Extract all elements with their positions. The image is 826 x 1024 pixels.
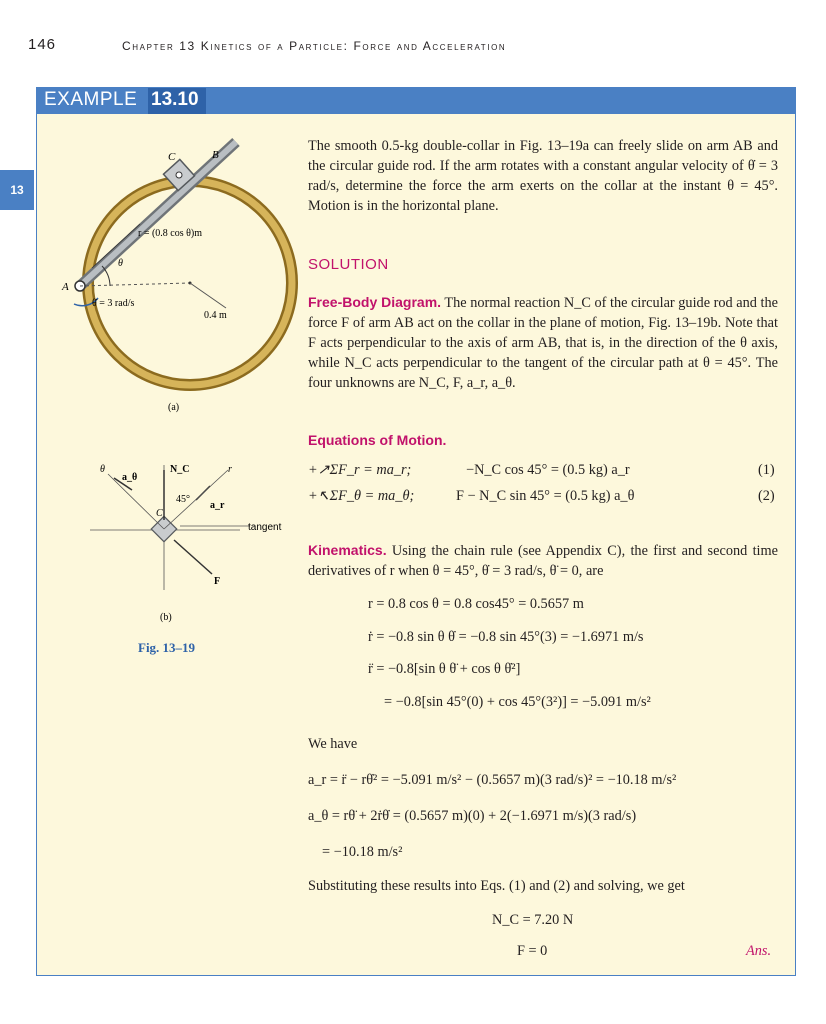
label-c-b: C — [156, 508, 163, 519]
problem-statement: The smooth 0.5-kg double-collar in Fig. 13–19a can freely slide on arm AB and the circular guide rod. If the arm rotates with a constant angular velocity of θ̇ = 3 rad/s, determine the force the arm exerts on the collar at the instant θ = 45°. Motion is in the horizontal plane. — [308, 138, 778, 214]
label-a-r: a_r — [210, 500, 225, 511]
example-label: EXAMPLE — [44, 89, 138, 110]
radius-line — [190, 283, 226, 308]
label-b: B — [212, 149, 219, 161]
label-c: C — [168, 151, 176, 163]
arm-ab-highlight — [80, 142, 236, 286]
label-nc: N_C — [170, 464, 190, 475]
eq2-number: (2) — [758, 488, 775, 504]
solution-heading: SOLUTION — [308, 256, 389, 273]
eq1-left: +↗ΣF_r = ma_r; — [308, 462, 412, 478]
eq-rddot-1: r̈ = −0.8[sin θ θ̈ + cos θ θ̇²] — [368, 661, 521, 677]
eq1-right: −N_C cos 45° = (0.5 kg) a_r — [466, 462, 630, 478]
figure-caption: Fig. 13–19 — [138, 640, 196, 655]
eq-rdot: ṙ = −0.8 sin θ θ̇ = −0.8 sin 45°(3) = −1.6971 m/s — [368, 629, 644, 645]
label-radius: 0.4 m — [204, 310, 227, 321]
label-a: A — [62, 281, 69, 293]
eq2-right: F − N_C sin 45° = (0.5 kg) a_θ — [456, 488, 635, 504]
label-theta: θ — [118, 258, 123, 269]
eom-heading: Equations of Motion. — [308, 432, 447, 448]
eq-atheta-2: = −10.18 m/s² — [322, 844, 403, 860]
label-r-b: r — [228, 464, 232, 475]
label-45: 45° — [176, 494, 190, 505]
fbd-paragraph — [308, 292, 778, 393]
result-f: F = 0 — [517, 943, 548, 959]
eq-rddot-2: = −0.8[sin 45°(0) + cos 45°(3²)] = −5.091 m/s² — [384, 694, 651, 710]
we-have: We have — [308, 736, 358, 752]
label-tangent: tangent — [248, 522, 282, 533]
chapter-tab: 13 — [0, 170, 34, 210]
eq-atheta-1: a_θ = rθ̈ + 2ṙθ̇ = (0.5657 m)(0) + 2(−1.6971 m/s)(3 rad/s) — [308, 808, 637, 824]
eq-ar: a_r = r̈ − rθ̇² = −5.091 m/s² − (0.5657 m)(3 rad/s)² = −10.18 m/s² — [308, 772, 677, 788]
example-number: 13.10 — [151, 89, 199, 110]
eq2-left: +↖ΣF_θ = ma_θ; — [308, 488, 415, 504]
label-omega: θ̇ = 3 rad/s — [92, 298, 135, 309]
page-number: 146 — [28, 36, 57, 53]
answer-marker: Ans. — [746, 943, 772, 959]
result-nc: N_C = 7.20 N — [492, 912, 574, 928]
f-arrow — [174, 540, 212, 574]
kinematics-text: Using the chain rule (see Appendix C), the first and second time derivatives of r when θ = 45°, θ̇ = 3 rad/s, θ̈ = 0, are — [308, 543, 778, 579]
label-a-caption: (a) — [168, 402, 180, 413]
label-a-theta: a_θ — [122, 472, 138, 483]
eq-r: r = 0.8 cos θ = 0.8 cos45° = 0.5657 m — [368, 596, 584, 612]
reference-line — [80, 283, 190, 286]
figure-b — [40, 450, 302, 630]
kinematics-paragraph — [308, 540, 778, 581]
collar-pin — [176, 172, 182, 178]
label-theta-b: θ — [100, 464, 105, 475]
label-f: F — [214, 576, 221, 587]
fbd-text: The normal reaction N_C of the circular guide rod and the force F of arm AB act on the collar in the plane of motion, Fig. 13–19b. Note that F acts perpendicular to the axis of arm AB, that is, in the direction of the θ axis, while N_C acts perpendicular to the tangent of the circular path at θ = 45°. The four unknowns are N_C, F, a_r, a_θ. — [308, 295, 778, 391]
fbd-heading: Free-Body Diagram. — [308, 294, 442, 310]
label-r: r = (0.8 cos θ)m — [138, 228, 203, 239]
running-head: Chapter 13 Kinetics of a Particle: Force and Acceleration — [122, 39, 507, 53]
substituting-text: Substituting these results into Eqs. (1) and (2) and solving, we get — [308, 878, 685, 894]
kinematics-heading: Kinematics. — [308, 542, 387, 558]
eq1-number: (1) — [758, 462, 775, 478]
figure-a — [40, 118, 306, 418]
label-b-caption: (b) — [160, 612, 172, 623]
